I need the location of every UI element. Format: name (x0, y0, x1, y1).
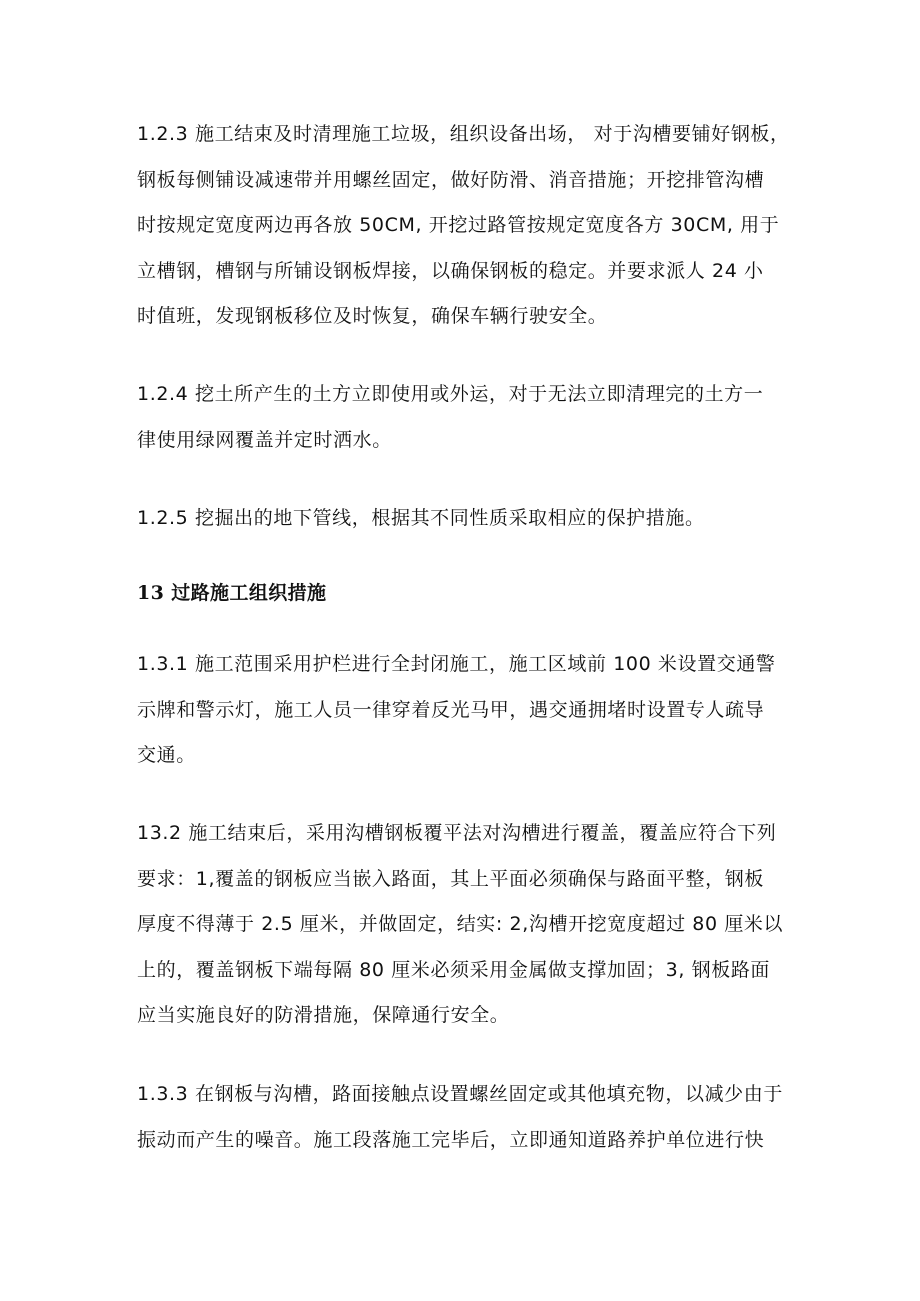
paragraph-1-3-2 (137, 811, 787, 1039)
paragraph-1-2-5 (137, 496, 787, 542)
text-line: 1.3.3 在钢板与沟槽，路面接触点设置螺丝固定或其他填充物，以减少由于 (137, 1083, 783, 1105)
text-line: 13.2 施工结束后，采用沟槽钢板覆平法对沟槽进行覆盖，覆盖应符合下列 (137, 822, 777, 844)
text-line: 立槽钢，槽钢与所铺设钢板焊接，以确保钢板的稳定。并要求派人 24 小 (137, 259, 764, 282)
text-line: 1.2.4 挖土所产生的土方立即使用或外运，对于无法立即清理完的土方一 (137, 383, 764, 405)
paragraph-1-3-3 (137, 1072, 787, 1163)
text-line: 1.3.1 施工范围采用护栏进行全封闭施工，施工区域前 100 米设置交通警 (137, 653, 776, 675)
text-line: 厚度不得薄于 2.5 厘米，并做固定，结实: 2,沟槽开挖宽度超过 80 厘米以 (137, 913, 784, 935)
section-heading: 13 过路施工组织措施 (137, 582, 327, 604)
text-line: 1.2.5 挖掘出的地下管线，根据其不同性质采取相应的保护措施。 (137, 507, 705, 529)
text-line: 钢板每侧铺设减速带并用螺丝固定，做好防滑、消音措施；开挖排管沟槽 (137, 168, 765, 191)
text-line: 交通。 (137, 744, 196, 766)
paragraph-1-2-3 (137, 112, 790, 340)
text-line: 时按规定宽度两边再各放 50CM, 开挖过路管按规定宽度各方 30CM, 用于 (137, 214, 780, 236)
text-line: 要求：1,覆盖的钢板应当嵌入路面，其上平面必须确保与路面平整，钢板 (137, 867, 764, 890)
text-line: 1.2.3 施工结束及时清理施工垃圾，组织设备出场， 对于沟槽要铺好钢板， (137, 123, 790, 145)
paragraph-1-3-1 (137, 642, 787, 779)
text-line: 时值班，发现钢板移位及时恢复，确保车辆行驶安全。 (137, 305, 608, 327)
text-line: 上的，覆盖钢板下端每隔 80 厘米必须采用金属做支撑加固；3, 钢板路面 (137, 958, 771, 981)
text-line: 应当实施良好的防滑措施，保障通行安全。 (137, 1004, 510, 1026)
text-line: 振动而产生的噪音。施工段落施工完毕后，立即通知道路养护单位进行快 (137, 1128, 765, 1151)
text-line: 律使用绿网覆盖并定时洒水。 (137, 428, 392, 451)
paragraph-1-2-4 (137, 372, 787, 463)
text-line: 示牌和警示灯，施工人员一律穿着反光马甲，遇交通拥堵时设置专人疏导 (137, 698, 765, 721)
